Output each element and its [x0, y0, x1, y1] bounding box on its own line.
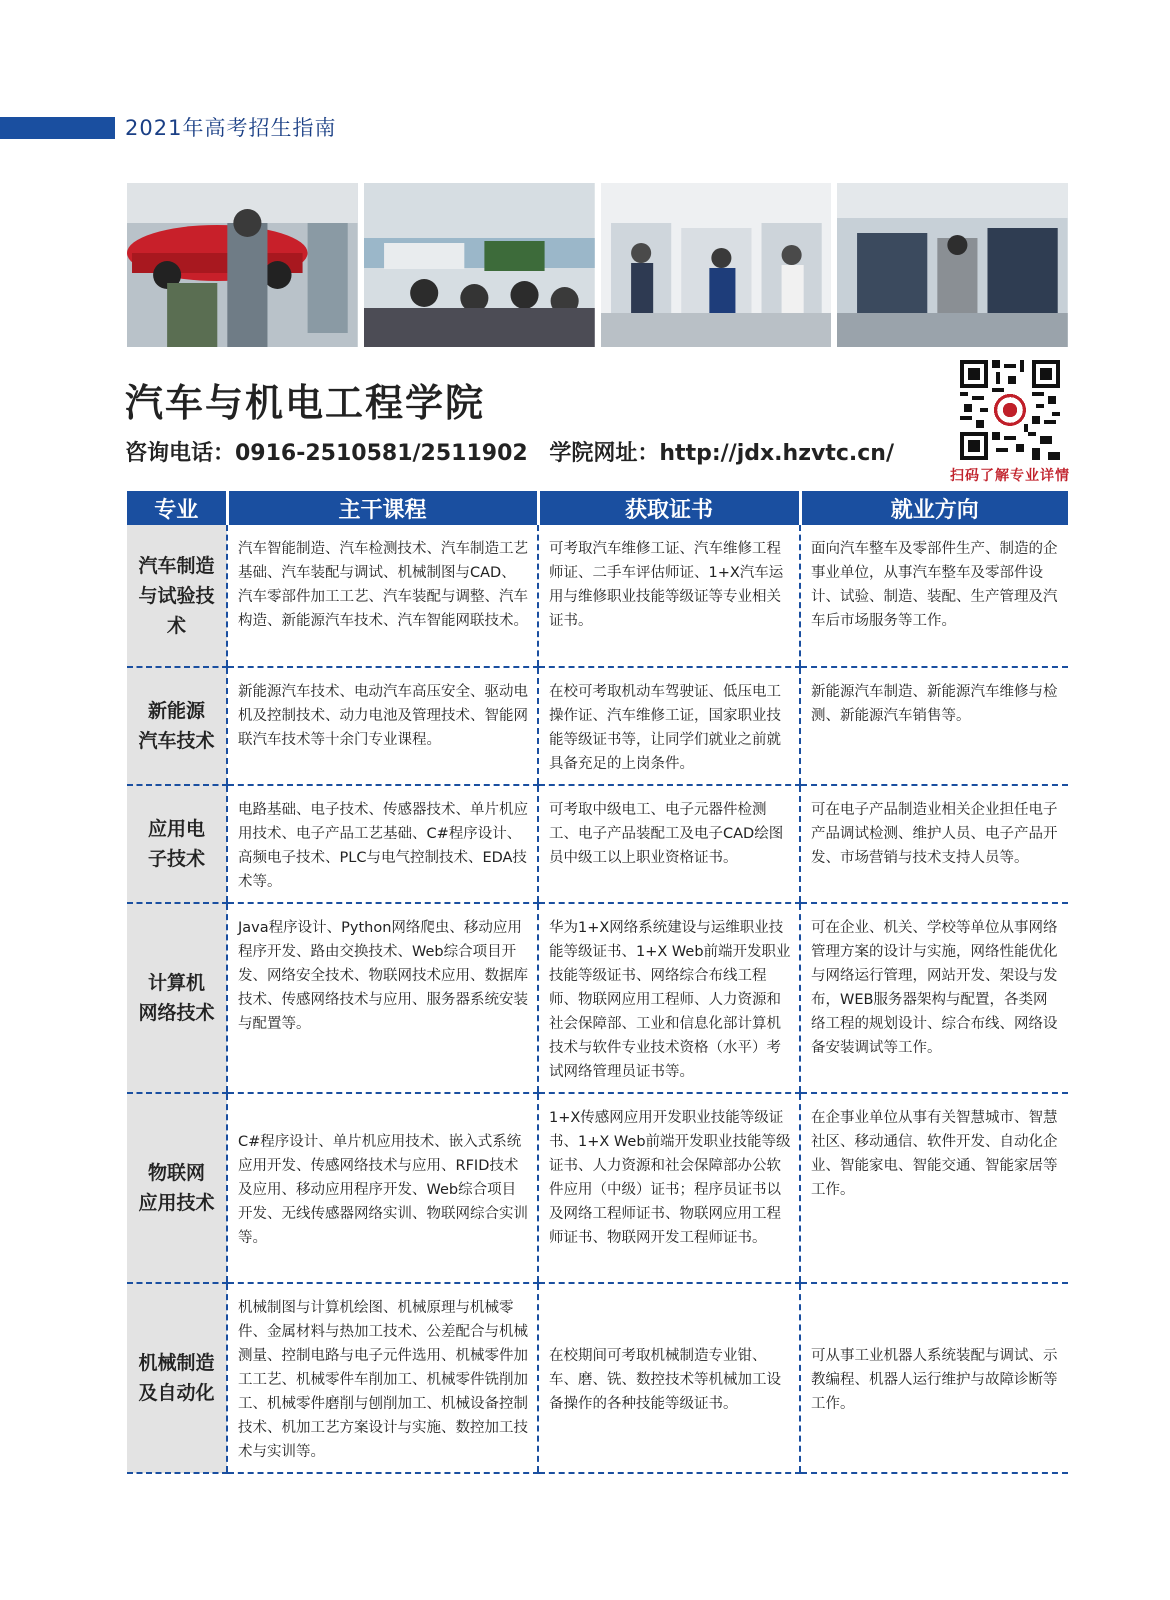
header-certificates: 获取证书 — [538, 491, 800, 525]
major-courses: Java程序设计、Python网络爬虫、移动应用程序开发、路由交换技术、Web综合项目开发、网络安全技术、物联网技术应用、数据库技术、传感网络技术与应用、服务器系统安装与配置等。 — [227, 903, 538, 1093]
photo-lecture-room — [364, 183, 595, 347]
major-name-line: 汽车制造 — [138, 554, 215, 577]
contact-line — [125, 436, 908, 467]
major-name-line: 应用电 — [147, 818, 205, 840]
major-certificates: 在校可考取机动车驾驶证、低压电工操作证、汽车维修工证，国家职业技能等级证书等，让同学们就业之前就具备充足的上岗条件。 — [538, 667, 800, 785]
major-name — [127, 785, 227, 903]
major-name — [127, 903, 227, 1093]
table-row — [127, 667, 1068, 785]
major-courses: C#程序设计、单片机应用技术、嵌入式系统应用开发、传感网络技术与应用、RFID技术及应用、移动应用程序开发、Web综合项目开发、无线传感器网络实训、物联网综合实训等。 — [227, 1093, 538, 1283]
major-employment: 在企事业单位从事有关智慧城市、智慧社区、移动通信、软件开发、自动化企业、智能家电、智能交通、智能家居等工作。 — [800, 1093, 1068, 1283]
header-employment: 就业方向 — [800, 491, 1068, 525]
major-name-line: 与试验技术 — [138, 584, 215, 637]
table-row — [127, 903, 1068, 1093]
major-name-line: 汽车技术 — [138, 730, 215, 752]
major-name-line: 计算机 — [147, 972, 205, 994]
college-name: 汽车与机电工程学院 — [125, 381, 486, 425]
major-certificates: 1+X传感网应用开发职业技能等级证书、1+X Web前端开发职业技能等级证书、人力资源和社会保障部办公软件应用（中级）证书；程序员证书以及网络工程师证书、物联网应用工程师证书、物联网开发工程师证书。 — [538, 1093, 800, 1283]
major-certificates: 在校期间可考取机械制造专业钳、车、磨、铣、数控技术等机械加工设备操作的各种技能等级证书。 — [538, 1283, 800, 1473]
photo-car-workshop — [127, 183, 358, 347]
table-header-row — [127, 491, 1068, 525]
major-name-line: 机械制造 — [138, 1352, 215, 1374]
header-courses: 主干课程 — [227, 491, 538, 525]
majors-table — [127, 491, 1068, 1474]
major-name — [127, 667, 227, 785]
major-employment: 面向汽车整车及零部件生产、制造的企事业单位，从事汽车整车及零部件设计、试验、制造、装配、生产管理及汽车后市场服务等工作。 — [800, 525, 1068, 667]
major-name-line: 应用技术 — [138, 1192, 215, 1214]
table-row — [127, 1093, 1068, 1283]
page-header-title: 2021年高考招生指南 — [125, 116, 337, 140]
major-name-line: 网络技术 — [138, 1002, 215, 1024]
qr-caption: 扫码了解专业详情 — [950, 468, 1070, 484]
major-name-line: 新能源 — [147, 700, 205, 722]
major-name — [127, 1093, 227, 1283]
major-employment: 新能源汽车制造、新能源汽车维修与检测、新能源汽车销售等。 — [800, 667, 1068, 785]
major-courses: 电路基础、电子技术、传感器技术、单片机应用技术、电子产品工艺基础、C#程序设计、高频电子技术、PLC与电气控制技术、EDA技术等。 — [227, 785, 538, 903]
major-employment: 可在企业、机关、学校等单位从事网络管理方案的设计与实施，网络性能优化与网络运行管理，网站开发、架设与发布，WEB服务器架构与配置，各类网络工程的规划设计、综合布线、网络设备安装调试等工作。 — [800, 903, 1068, 1093]
major-name-line: 子技术 — [147, 848, 205, 870]
major-courses: 新能源汽车技术、电动汽车高压安全、驱动电机及控制技术、动力电池及管理技术、智能网联汽车技术等十余门专业课程。 — [227, 667, 538, 785]
header-accent-bar — [0, 117, 115, 139]
qr-code-icon[interactable] — [960, 360, 1060, 460]
major-employment: 可在电子产品制造业相关企业担任电子产品调试检测、维护人员、电子产品开发、市场营销与技术支持人员等。 — [800, 785, 1068, 903]
major-name — [127, 1283, 227, 1473]
table-row — [127, 1283, 1068, 1473]
major-courses: 汽车智能制造、汽车检测技术、汽车制造工艺基础、汽车装配与调试、机械制图与CAD、汽车零部件加工工艺、汽车装配与调整、汽车构造、新能源汽车技术、汽车智能网联技术。 — [227, 525, 538, 667]
table-row — [127, 525, 1068, 667]
major-courses: 机械制图与计算机绘图、机械原理与机械零件、金属材料与热加工技术、公差配合与机械测量、控制电路与电子元件选用、机械零件加工工艺、机械零件车削加工、机械零件铣削加工、机械零件磨削与刨削加工、机械设备控制技术、机加工艺方案设计与实施、数控加工技术与实训等。 — [227, 1283, 538, 1473]
major-employment: 可从事工业机器人系统装配与调试、示教编程、机器人运行维护与故障诊断等工作。 — [800, 1283, 1068, 1473]
photo-strip — [127, 183, 1068, 347]
table-row — [127, 785, 1068, 903]
contact-phone: 咨询电话：0916-2510581/2511902 — [125, 441, 528, 466]
photo-electrical-lab — [601, 183, 832, 347]
photo-cnc-workshop — [837, 183, 1068, 347]
college-website[interactable]: 学院网址：http://jdx.hzvtc.cn/ — [549, 441, 895, 466]
major-certificates: 可考取汽车维修工证、汽车维修工程师证、二手车评估师证、1+X汽车运用与维修职业技能等级证等专业相关证书。 — [538, 525, 800, 667]
header-major: 专业 — [127, 491, 227, 525]
major-certificates: 华为1+X网络系统建设与运维职业技能等级证书、1+X Web前端开发职业技能等级证书、网络综合布线工程师、物联网应用工程师、人力资源和社会保障部、工业和信息化部计算机技术与软件专业技术资格（水平）考试网络管理员证书等。 — [538, 903, 800, 1093]
major-name-line: 及自动化 — [138, 1382, 215, 1404]
major-certificates: 可考取中级电工、电子元器件检测工、电子产品装配工及电子CAD绘图员中级工以上职业资格证书。 — [538, 785, 800, 903]
major-name-line: 物联网 — [147, 1162, 205, 1184]
major-name — [127, 525, 227, 667]
